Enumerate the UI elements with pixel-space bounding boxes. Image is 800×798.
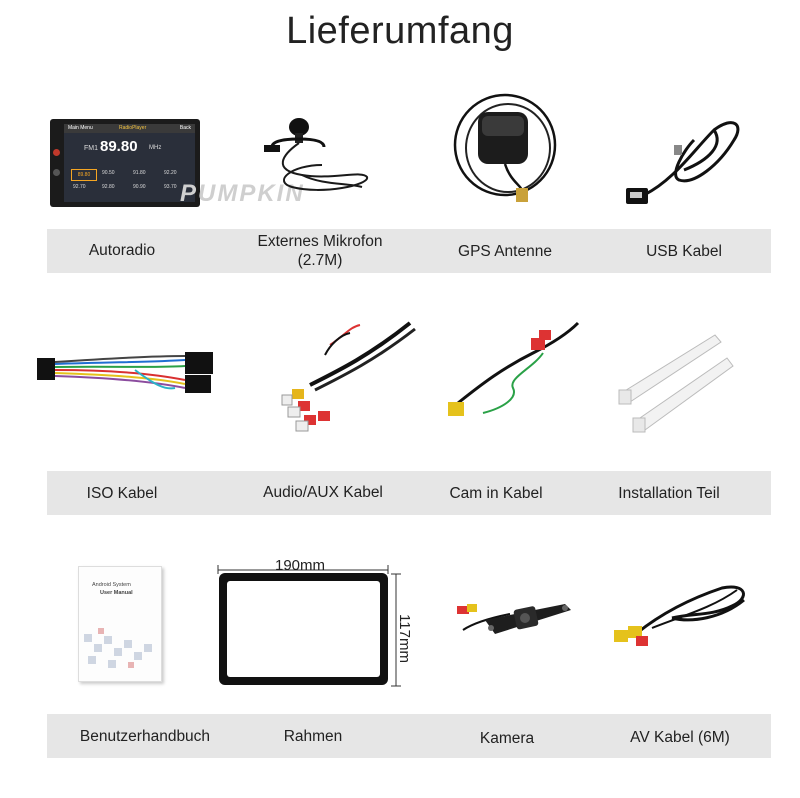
iso-cable-icon <box>35 340 215 400</box>
item-label-usb: USB Kabel <box>646 243 722 260</box>
radio-preset: 92.80 <box>102 184 115 190</box>
frame-height-label: 117mm <box>395 614 413 663</box>
radio-preset: 93.70 <box>164 184 177 190</box>
brand-watermark: PUMPKIN <box>180 180 305 207</box>
item-label-camera: Kamera <box>479 730 535 747</box>
manual-cover-title: Android System <box>92 582 131 588</box>
item-label-manual: Benutzerhandbuch <box>79 728 211 745</box>
item-label-installation: Installation Teil <box>618 485 720 502</box>
radio-preset: 91.80 <box>133 170 146 176</box>
radio-preset: 90.50 <box>102 170 115 176</box>
usb-cable-icon <box>624 110 749 210</box>
frame-width-label: 190mm <box>275 557 326 574</box>
item-label-av-cable: AV Kabel (6M) <box>630 729 730 746</box>
radio-unit: MHz <box>149 145 162 151</box>
audio-aux-cable-icon <box>270 315 420 435</box>
radio-preset: 92.70 <box>73 184 86 190</box>
car-radio-icon <box>50 119 200 207</box>
radio-frequency: 89.80 <box>100 138 138 155</box>
item-label-autoradio: Autoradio <box>88 242 156 259</box>
item-label-cam-in: Cam in Kabel <box>449 485 543 502</box>
cam-in-cable-icon <box>443 318 583 428</box>
frame-icon <box>216 570 391 688</box>
item-label-audio-aux: Audio/AUX Kabel <box>263 484 383 501</box>
manual-cover-subtitle: User Manual <box>100 590 133 596</box>
radio-preset: 92.20 <box>164 170 177 176</box>
radio-source-text: RadioPlayer <box>119 125 147 131</box>
radio-menu-text: Main Menu <box>68 125 93 131</box>
gps-antenna-icon <box>450 90 560 210</box>
microphone-icon <box>262 115 372 200</box>
item-label-iso: ISO Kabel <box>86 485 158 502</box>
item-label-microphone: Externes Mikrofon (2.7M) <box>257 233 383 269</box>
camera-icon <box>455 592 575 652</box>
user-manual-icon <box>78 566 162 682</box>
radio-band: FM1 <box>84 145 98 152</box>
item-label-frame: Rahmen <box>283 728 343 745</box>
radio-preset: 90.90 <box>133 184 146 190</box>
av-cable-icon <box>612 578 752 658</box>
item-label-gps: GPS Antenne <box>458 243 552 260</box>
radio-preset: 89.80 <box>71 169 97 181</box>
installation-part-icon <box>615 330 740 435</box>
radio-back-text: Back <box>179 125 191 131</box>
page-title: Lieferumfang <box>286 10 514 52</box>
